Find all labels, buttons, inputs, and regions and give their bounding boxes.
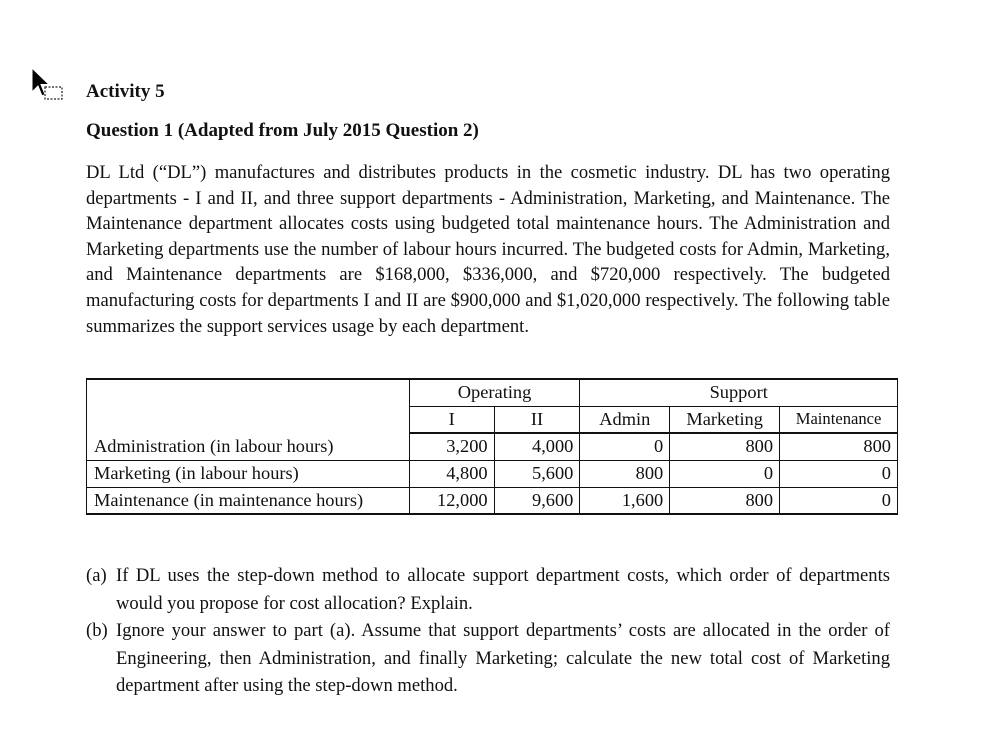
row-label: Administration (in labour hours): [87, 433, 410, 460]
column-header-marketing: Marketing: [670, 406, 780, 433]
row-label: Maintenance (in maintenance hours): [87, 487, 410, 514]
part-marker: (b): [86, 620, 108, 641]
table-cell: 5,600: [494, 460, 580, 487]
part-text: If DL uses the step-down method to allocate support department costs, which order of departments would you propose for cost allocation? Explain.: [116, 565, 890, 614]
table-cell: 4,800: [409, 460, 494, 487]
support-usage-table: [86, 378, 898, 515]
table-cell: 3,200: [409, 433, 494, 460]
support-group-header: Support: [580, 379, 898, 406]
table-cell: 4,000: [494, 433, 580, 460]
list-item: [86, 562, 890, 617]
list-item: [86, 617, 890, 700]
table-corner-cell: [87, 379, 410, 433]
table-cell: 0: [670, 460, 780, 487]
table-cell: 800: [670, 433, 780, 460]
question-paragraph: DL Ltd (“DL”) manufactures and distributes products in the cosmetic industry. DL has two operating departments - I and II, and three support departments - Administration, Marketing, and Maintenance. The Maintenance department allocates costs using budgeted total maintenance hours. The Administration and Marketing departments use the number of labour hours incurred. The budgeted costs for Admin, Marketing, and Maintenance departments are $168,000, $336,000, and $720,000 respectively. The budgeted manufacturing costs for departments I and II are $900,000 and $1,020,000 respectively. The following table summarizes the support services usage by each department.: [86, 162, 890, 337]
column-header-admin: Admin: [580, 406, 670, 433]
row-label: Marketing (in labour hours): [87, 460, 410, 487]
question-parts-list: [86, 562, 890, 700]
part-marker: (a): [86, 565, 107, 586]
table-cell: 0: [780, 487, 898, 514]
table-row: [87, 460, 898, 487]
table-cell: 0: [580, 433, 670, 460]
table-cell: 9,600: [494, 487, 580, 514]
table-cell: 800: [780, 433, 898, 460]
activity-title: Activity 5: [86, 81, 165, 102]
column-header-ii: II: [494, 406, 580, 433]
operating-group-header: Operating: [409, 379, 580, 406]
table-cell: 800: [670, 487, 780, 514]
part-text: Ignore your answer to part (a). Assume that support departments’ costs are allocated in the order of Engineering, then Administration, and finally Marketing; calculate the new total cost of Marketing department after using the step-down method.: [116, 620, 890, 696]
table-row: [87, 487, 898, 514]
table-cell: 800: [580, 460, 670, 487]
drag-handle-icon[interactable]: [44, 86, 64, 100]
column-header-i: I: [409, 406, 494, 433]
table-row: [87, 433, 898, 460]
table-cell: 1,600: [580, 487, 670, 514]
table-cell: 12,000: [409, 487, 494, 514]
question-title: Question 1 (Adapted from July 2015 Question 2): [86, 120, 479, 141]
column-header-maintenance: Maintenance: [780, 406, 898, 433]
table-cell: 0: [780, 460, 898, 487]
